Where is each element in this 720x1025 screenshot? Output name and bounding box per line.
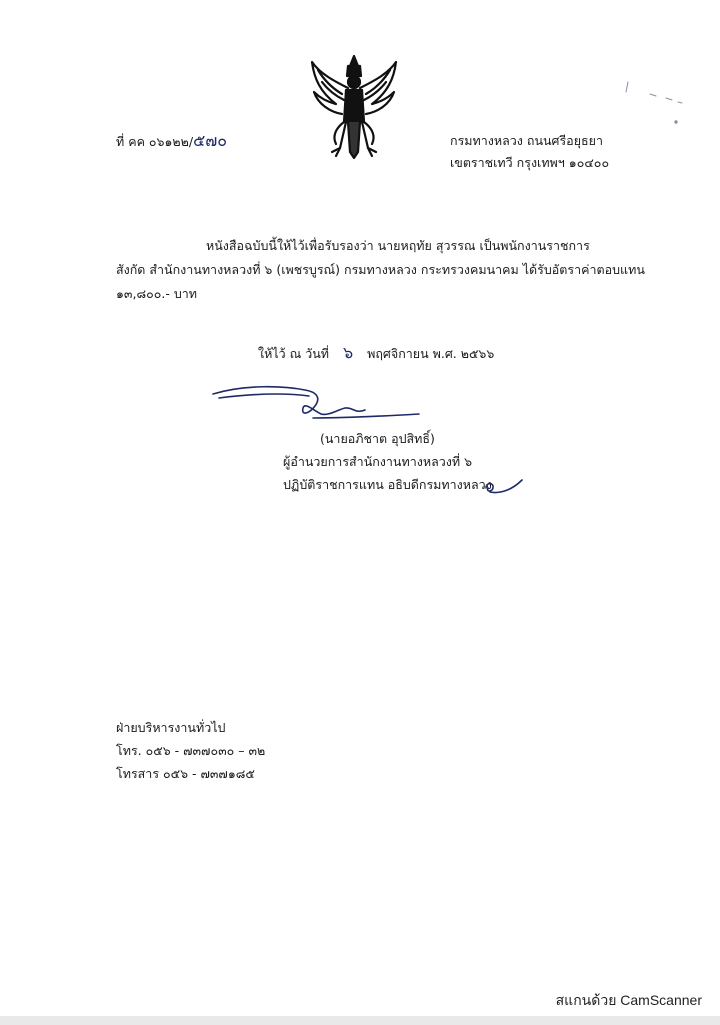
body-line-1: หนังสือฉบับนี้ให้ไว้เพื่อรับรองว่า นายหฤทัย สุวรรณ เป็นพนักงานราชการ [206, 238, 590, 253]
body-line-2: สังกัด สำนักงานทางหลวงที่ ๖ (เพชรบูรณ์) กรมทางหลวง กระทรวงคมนาคม ได้รับอัตราค่าตอบแทน [116, 262, 645, 277]
date-month-year: พฤศจิกายน พ.ศ. ๒๕๖๖ [367, 346, 495, 361]
reference-number [116, 133, 227, 150]
signatory-position: ผู้อำนวยการสำนักงานทางหลวงที่ ๖ [283, 454, 473, 469]
signature-icon [205, 380, 425, 430]
department-name: กรมทางหลวง ถนนศรีอยุธยา [450, 133, 603, 148]
date-day-handwritten: ๖ [342, 343, 354, 362]
department-address: เขตราชเทวี กรุงเทพฯ ๑๐๔๐๐ [450, 155, 610, 170]
signatory-name: (นายอภิชาต อุปสิทธิ์) [320, 431, 435, 446]
reference-prefix: ที่ คค ๐๖๑๒๒/ [116, 134, 194, 149]
garuda-emblem-icon [306, 52, 402, 162]
body-line-3: ๑๓,๘๐๐.- บาท [116, 286, 198, 301]
bottom-scan-bar [0, 1016, 720, 1025]
date-prefix: ให้ไว้ ณ วันที่ [258, 346, 329, 361]
scan-specks-icon [610, 74, 700, 134]
handwritten-initial-icon [480, 474, 526, 498]
issue-date [258, 345, 494, 362]
footer-fax: โทรสาร ๐๕๖ - ๗๓๗๑๘๕ [116, 766, 255, 781]
signatory-acting: ปฏิบัติราชการแทน อธิบดีกรมทางหลวง [283, 477, 492, 492]
camscanner-watermark: สแกนด้วย CamScanner [555, 992, 702, 1008]
footer-phone: โทร. ๐๕๖ - ๗๓๗๐๓๐ – ๓๒ [116, 743, 266, 758]
footer-unit: ฝ่ายบริหารงานทั่วไป [116, 720, 226, 735]
reference-handwritten-number: ๕๗๐ [193, 131, 228, 150]
